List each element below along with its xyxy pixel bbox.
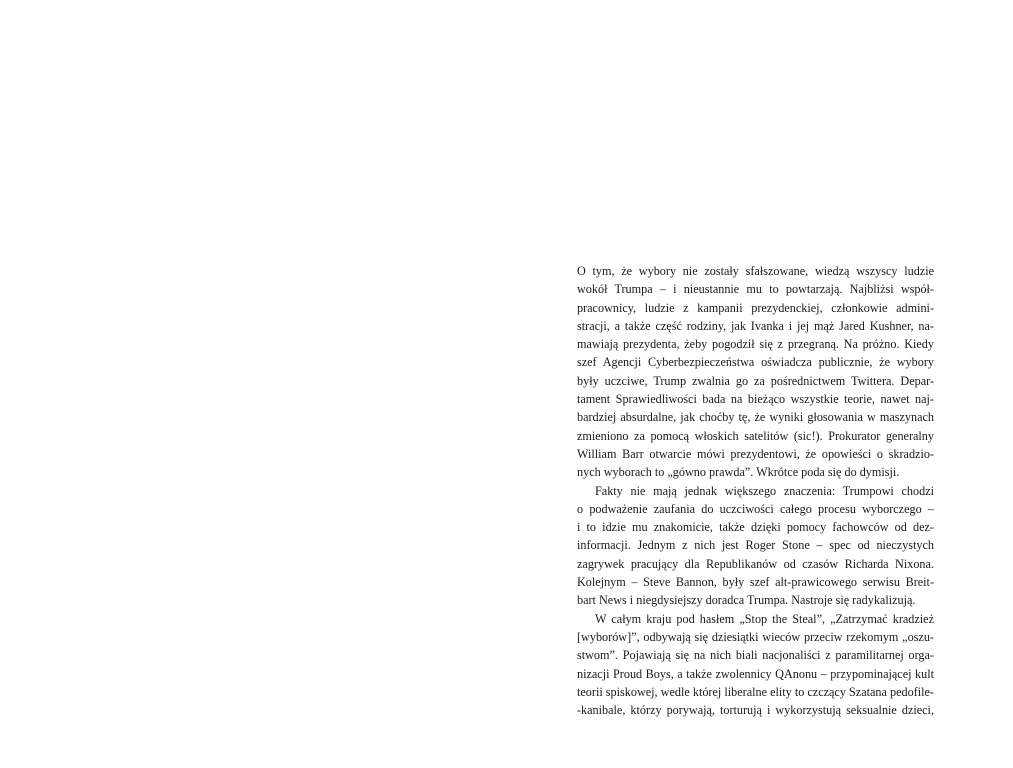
text-line: Fakty nie mają jednak większego znaczenia: Trumpowi chodzi <box>595 483 934 498</box>
text-line: były uczciwe, Trump zwalnia go za pośrednictwem Twittera. Depar- <box>577 373 934 388</box>
text-line: O tym, że wybory nie zostały sfałszowane, wiedzą wszyscy ludzie <box>577 264 934 278</box>
text-line: szef Agencji Cyberbezpieczeństwa oświadcza publicznie, że wybory <box>577 355 934 370</box>
text-line: Kolejnym – Steve Bannon, były szef alt-prawicowego serwisu Breit- <box>577 575 934 590</box>
text-line: tament Sprawiedliwości bada na bieżąco wszystkie teorie, nawet naj- <box>577 392 934 407</box>
text-line: zagrywek pracujący dla Republikanów od czasów Richarda Nixona. <box>577 556 934 571</box>
text-line: bart News i niegdysiejszy doradca Trumpa. Nastroje się radykalizują. <box>577 593 916 608</box>
text-line: zmieniono za pomocą włoskich satelitów (sic!). Prokurator generalny <box>577 428 934 443</box>
text-line: mawiają prezydenta, żeby pogodził się z przegraną. Na próżno. Kiedy <box>577 337 934 352</box>
text-line: nych wyborach to „gówno prawda”. Wkrótce poda się do dymisji. <box>577 465 900 480</box>
text-line: W całym kraju pod hasłem „Stop the Steal”, „Zatrzymać kradzież <box>595 611 934 626</box>
body-text <box>577 262 934 719</box>
text-line: -kanibale, którzy porywają, torturują i wykorzystują seksualnie dzieci, <box>577 703 934 718</box>
text-line: wokół Trumpa – i nieustannie mu to powtarzają. Najbliżsi współ- <box>577 282 934 297</box>
text-line: bardziej absurdalne, jak choćby tę, że wyniki głosowania w maszynach <box>577 410 934 425</box>
text-line: i to idzie mu znakomicie, także dzięki pomocy fachowców od dez- <box>577 520 934 535</box>
text-line: [wyborów]”, odbywają się dziesiątki wieców przeciw rzekomym „oszu- <box>577 629 934 644</box>
text-line: stracji, a także część rodziny, jak Ivanka i jej mąż Jared Kushner, na- <box>577 318 934 333</box>
text-line: o podważenie zaufania do uczciwości całego procesu wyborczego – <box>577 501 934 516</box>
text-line: William Barr otwarcie mówi prezydentowi, że opowieści o skradzio- <box>577 446 934 461</box>
text-line: informacji. Jednym z nich jest Roger Stone – spec od nieczystych <box>577 538 934 553</box>
text-line: nizacji Proud Boys, a także zwolennicy QAnonu – przypominającej kult <box>577 666 934 681</box>
text-line: pracownicy, ludzie z kampanii prezydenckiej, członkowie admini- <box>577 300 934 315</box>
text-line: teorii spiskowej, wedle której liberalne elity to czczący Szatana pedofile- <box>577 684 934 699</box>
text-line: stwom”. Pojawiają się na nich biali nacjonaliści z paramilitarnej orga- <box>577 648 934 663</box>
